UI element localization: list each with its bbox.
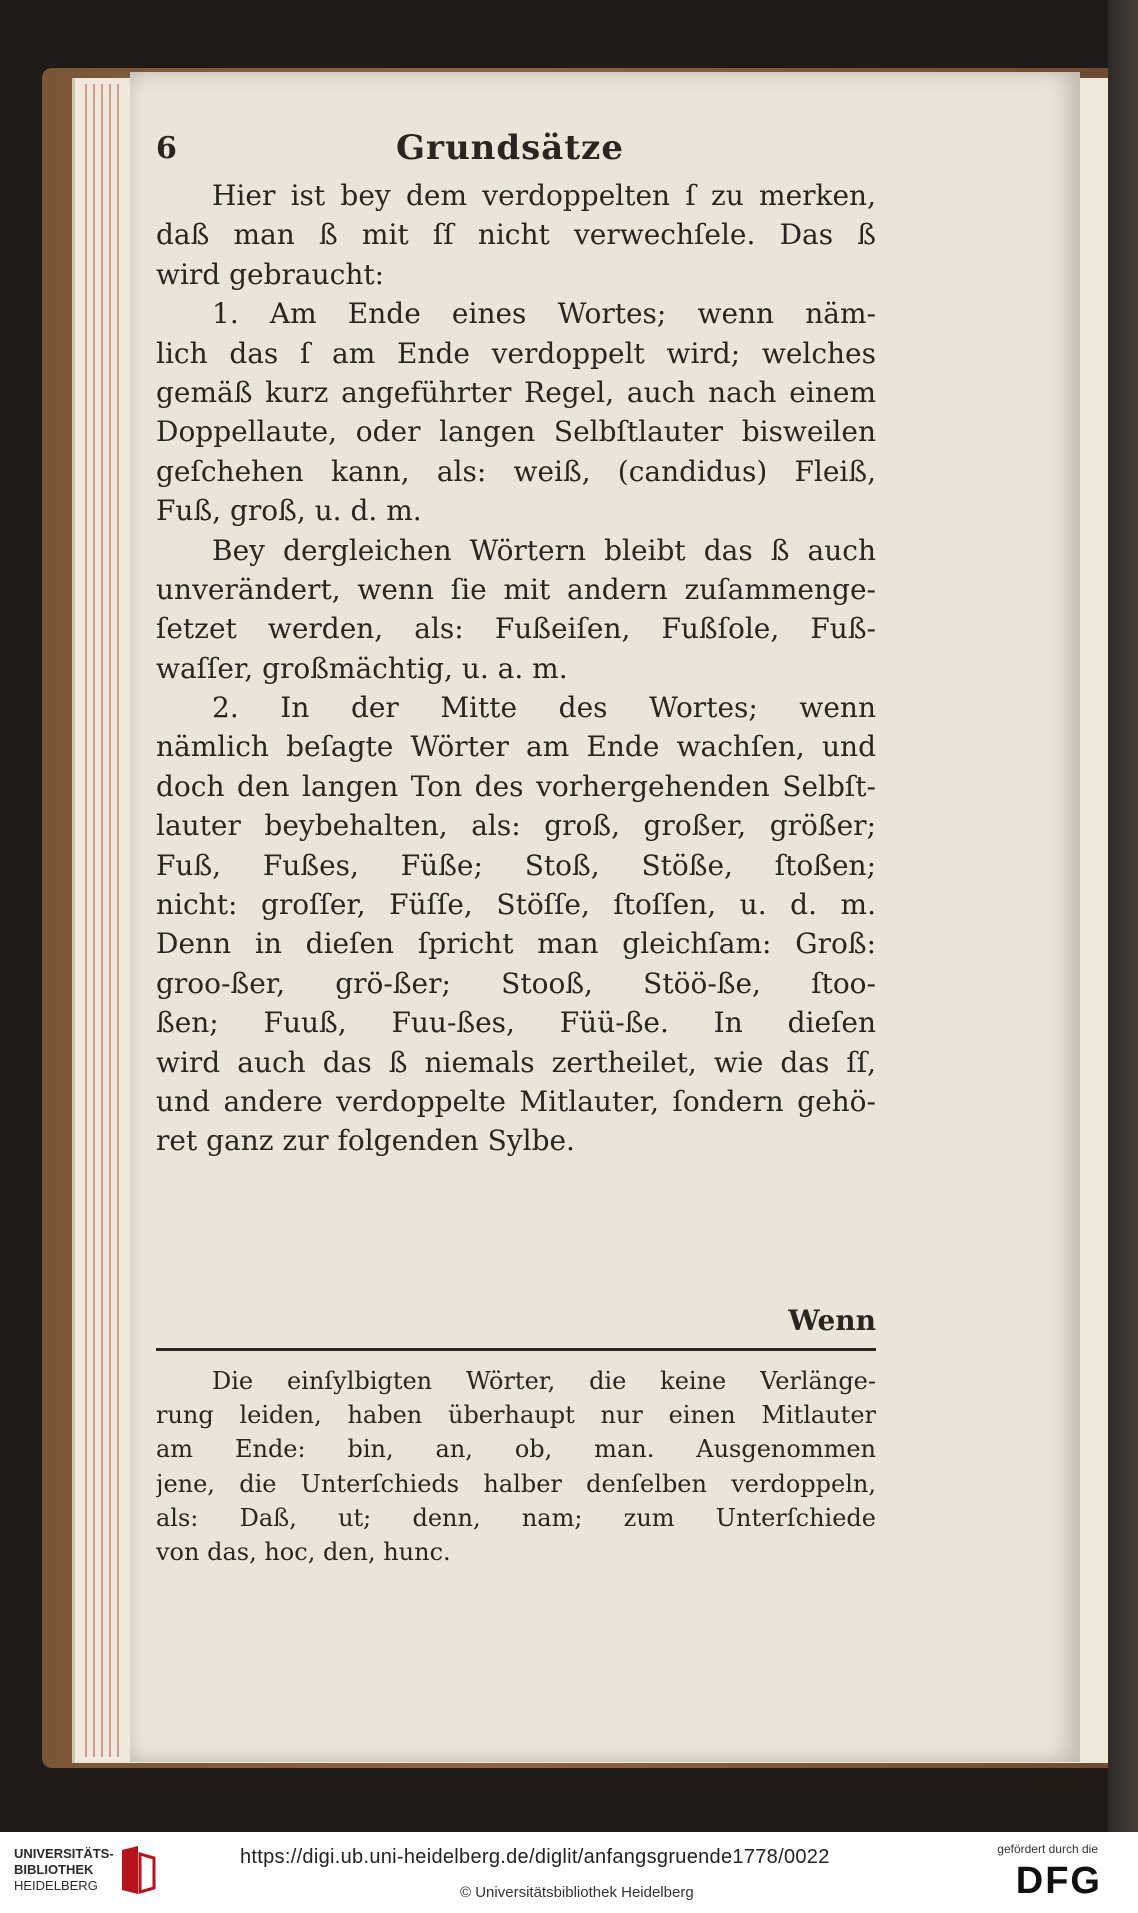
text-line: Hier ist bey dem verdoppelten ſ zu merken, xyxy=(212,179,876,212)
text-line: nämlich beſagte Wörter am Ende wachſen, und xyxy=(156,730,876,764)
library-logo-text[interactable] xyxy=(14,1846,134,1894)
logo-line-3: HEIDELBERG xyxy=(14,1878,98,1893)
permalink-url[interactable]: https://digi.ub.uni-heidelberg.de/diglit/anfangsgruende1778/0022 xyxy=(240,1846,830,1868)
text-line: lich das ſ am Ende verdoppelt wird; welches xyxy=(156,336,876,370)
text-line: wird gebraucht: xyxy=(156,257,385,291)
viewer-footer xyxy=(0,1832,1138,1913)
text-line: groo-ßer, grö-ßer; Stooß, Stöö-ße, ſtoo- xyxy=(156,966,876,1000)
page-number: 6 xyxy=(156,130,177,166)
text-line: daß man ß mit ſſ nicht verwechſele. Das ß xyxy=(156,218,876,252)
text-line: unverändert, wenn ſie mit andern zuſammenge- xyxy=(156,572,876,606)
text-line: Die einſylbigten Wörter, die keine Verlänge- xyxy=(212,1367,876,1395)
page-header xyxy=(156,118,876,178)
text-line: gemäß kurz angeführter Regel, auch nach einem xyxy=(156,375,876,409)
funder-label: gefördert durch die xyxy=(997,1842,1098,1856)
spine-right xyxy=(1108,0,1138,1832)
text-line: jene, die Unterſchieds halber denſelben verdoppeln, xyxy=(156,1469,876,1498)
text-line: Fuß, groß, u. d. m. xyxy=(156,494,422,528)
text-line: nicht: groſſer, Füſſe, Stöſſe, ſtoſſen, u. d. m. xyxy=(156,888,876,922)
logo-line-2: BIBLIOTHEK xyxy=(14,1862,94,1877)
text-line: Doppellaute, oder langen Selbſtlauter bisweilen xyxy=(156,415,876,449)
library-logo-icon[interactable] xyxy=(118,1844,158,1898)
text-line: waſſer, großmächtig, u. a. m. xyxy=(156,651,568,685)
text-line: 1. Am Ende eines Wortes; wenn näm- xyxy=(212,297,876,331)
main-text xyxy=(156,176,876,1161)
text-line: doch den langen Ton des vorhergehenden Selbſt- xyxy=(156,769,876,803)
text-line: Bey dergleichen Wörtern bleibt das ß auch xyxy=(212,533,876,567)
logo-line-1: UNIVERSITÄTS- xyxy=(14,1846,114,1861)
text-line: Fuß, Fußes, Füße; Stoß, Stöße, ſtoßen; xyxy=(156,848,876,882)
text-line: von das, hoc, den, hunc. xyxy=(156,1537,451,1566)
footnote-rule xyxy=(156,1348,876,1351)
dfg-logo[interactable]: DFG xyxy=(1015,1860,1102,1902)
text-line: als: Daß, ut; denn, nam; zum Unterſchiede xyxy=(156,1503,876,1532)
text-line: lauter beybehalten, als: groß, großer, größer; xyxy=(156,809,876,843)
text-line: ſetzet werden, als: Fußeiſen, Fußſole, Fuß- xyxy=(156,612,876,646)
text-line: Denn in dieſen ſpricht man gleichſam: Groß: xyxy=(156,927,876,961)
text-line: rung leiden, haben überhaupt nur einen Mitlauter xyxy=(156,1401,876,1430)
copyright-text: © Universitätsbibliothek Heidelberg xyxy=(460,1884,694,1901)
text-line: am Ende: bin, an, ob, man. Ausgenommen xyxy=(156,1435,876,1464)
running-head: Grundsätze xyxy=(396,128,624,168)
footnote xyxy=(156,1364,876,1569)
text-line: 2. In der Mitte des Wortes; wenn xyxy=(212,691,876,725)
text-line: ret ganz zur folgenden Sylbe. xyxy=(156,1124,575,1158)
catchword: Wenn xyxy=(788,1304,876,1337)
text-line: geſchehen kann, als: weiß, (candidus) Fleiß, xyxy=(156,454,876,488)
text-line: ßen; Fuuß, Fuu-ßes, Füü-ße. In dieſen xyxy=(156,1006,876,1040)
text-line: und andere verdoppelte Mitlauter, ſondern gehö- xyxy=(156,1084,876,1118)
text-line: wird auch das ß niemals zertheilet, wie das ſſ, xyxy=(156,1045,876,1079)
